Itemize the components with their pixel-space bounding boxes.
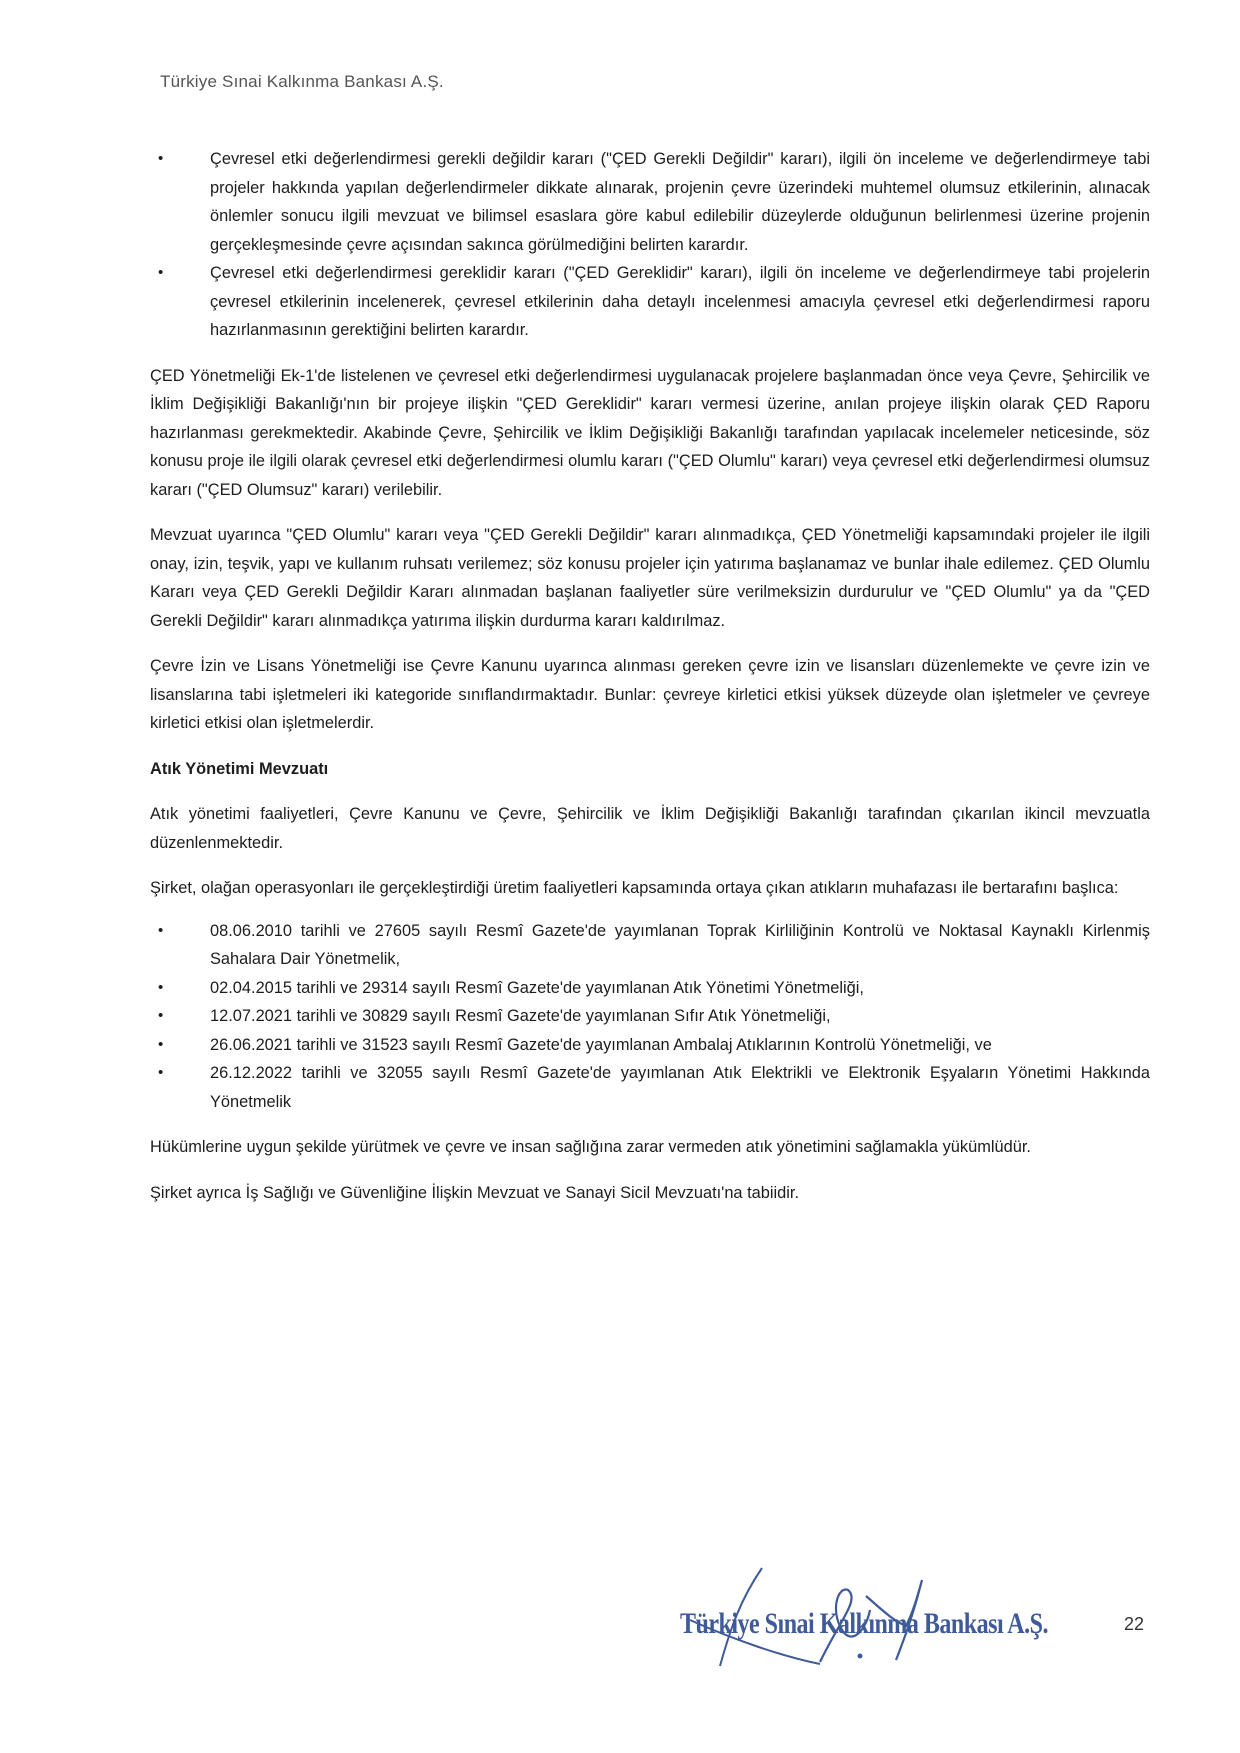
list-item xyxy=(150,145,1150,259)
signature-icon xyxy=(670,1560,1000,1670)
regulation-list xyxy=(150,917,1150,1117)
list-item xyxy=(150,1059,1150,1116)
paragraph: Şirket, olağan operasyonları ile gerçekleştirdiği üretim faaliyetleri kapsamında ortaya çıkan atıkların muhafazası ile bertarafını başlıca: xyxy=(150,879,1119,897)
bullet-icon: • xyxy=(158,978,164,996)
list-item xyxy=(150,259,1150,345)
bullet-icon: • xyxy=(158,264,164,281)
list-item-text: Çevresel etki değerlendirmesi gereklidir kararı ("ÇED Gereklidir" kararı), ilgili ön inceleme ve değerlendirmeye tabi projelerin çevresel etkilerinin incelenerek, çevresel etkilerinin daha detaylı incelenmesi amacıyla çevresel etki değerlendirmesi raporu hazırlanmasının gerektiğini belirten karardır. xyxy=(210,264,1150,339)
paragraph: Hükümlerine uygun şekilde yürütmek ve çevre ve insan sağlığına zarar vermeden atık yönetimini sağlamakla yükümlüdür. xyxy=(150,1138,1031,1156)
page-number: 22 xyxy=(1124,1614,1145,1634)
list-item xyxy=(150,917,1150,974)
list-item xyxy=(150,974,1150,1003)
list-item xyxy=(150,1002,1150,1031)
bullet-icon: • xyxy=(158,1007,164,1024)
ced-decision-list xyxy=(150,145,1150,345)
paragraph: ÇED Yönetmeliği Ek-1'de listelenen ve çevresel etki değerlendirmesi uygulanacak projelere başlanmadan önce veya Çevre, Şehircilik ve İklim Değişikliği Bakanlığı'nın bir projeye ilişkin "ÇED Gereklidir" kararı vermesi üzerine, anılan projeye ilişkin olarak ÇED Raporu hazırlanması gerekmektedir. Akabinde Çevre, Şehircilik ve İklim Değişikliği Bakanlığı tarafından yapılacak incelemeler neticesinde, söz konusu proje ile ilgili olarak çevresel etki değerlendirmesi olumlu kararı ("ÇED Olumlu" kararı) veya çevresel etki değerlendirmesi olumsuz kararı ("ÇED Olumsuz" kararı) verilebilir. xyxy=(150,366,1150,499)
bullet-icon: • xyxy=(158,1064,164,1081)
list-item-text: 26.06.2021 tarihli ve 31523 sayılı Resmî Gazete'de yayımlanan Ambalaj Atıklarının Kontrolü Yönetmeliği, ve xyxy=(210,1035,992,1054)
company-stamp-signature xyxy=(670,1560,1048,1670)
paragraph: Şirket ayrıca İş Sağlığı ve Güvenliğine İlişkin Mevzuat ve Sanayi Sicil Mevzuatı'na tabiidir. xyxy=(150,1183,800,1202)
list-item-text: 26.12.2022 tarihli ve 32055 sayılı Resmî Gazete'de yayımlanan Atık Elektrikli ve Elektronik Eşyaların Yönetimi Hakkında Yönetmelik xyxy=(210,1064,1150,1111)
list-item xyxy=(150,1031,1150,1060)
paragraph: Çevre İzin ve Lisans Yönetmeliği ise Çevre Kanunu uyarınca alınması gereken çevre izin ve lisansları düzenlemekte ve çevre izin ve lisanslarına tabi işletmeleri iki kategoride sınıflandırmaktadır. Bunlar: çevreye kirletici etkisi yüksek düzeyde olan işletmeler ve çevreye kirletici etkisi olan işletmelerdir. xyxy=(150,657,1150,732)
bullet-icon: • xyxy=(158,150,164,167)
bullet-icon: • xyxy=(158,921,164,939)
list-item-text: Çevresel etki değerlendirmesi gerekli değildir kararı ("ÇED Gerekli Değildir" kararı), ilgili ön inceleme ve değerlendirmeye tabi projeler hakkında yapılan değerlendirmeler dikkate alınarak, projenin çevre üzerindeki muhtemel olumsuz etkilerinin, alınacak önlemler sonucu ilgili mevzuat ve bilimsel esaslara göre kabul edilebilir düzeylerde olduğunun belirlenmesi üzerine projenin gerçekleşmesinde çevre açısından sakınca görülmediğini belirten karardır. xyxy=(210,150,1150,254)
bullet-icon: • xyxy=(158,1035,164,1053)
section-heading: Atık Yönetimi Mevzuatı xyxy=(150,759,329,778)
list-item-text: 08.06.2010 tarihli ve 27605 sayılı Resmî Gazete'de yayımlanan Toprak Kirliliğinin Kontrolü ve Noktasal Kaynaklı Kirlenmiş Sahalara Dair Yönetmelik, xyxy=(210,921,1150,968)
paragraph: Atık yönetimi faaliyetleri, Çevre Kanunu ve Çevre, Şehircilik ve İklim Değişikliği Bakanlığı tarafından çıkarılan ikincil mevzuatla düzenlenmektedir. xyxy=(150,805,1150,852)
page-header: Türkiye Sınai Kalkınma Bankası A.Ş. xyxy=(160,72,444,91)
paragraph: Mevzuat uyarınca "ÇED Olumlu" kararı veya "ÇED Gerekli Değildir" kararı alınmadıkça, ÇED Yönetmeliği kapsamındaki projeler ile ilgili onay, izin, teşvik, yapı ve kullanım ruhsatı verilemez; söz konusu projeler için yatırıma başlanamaz ve bunlar ihale edilemez. ÇED Olumlu Kararı veya ÇED Gerekli Değildir Kararı alınmadan başlanan faaliyetler süre verilmeksizin durdurulur ve "ÇED Olumlu" ya da "ÇED Gerekli Değildir" kararı alınmadıkça yatırıma ilişkin durdurma kararı kaldırılmaz. xyxy=(150,526,1150,630)
page-content xyxy=(150,145,1150,1207)
list-item-text: 02.04.2015 tarihli ve 29314 sayılı Resmî Gazete'de yayımlanan Atık Yönetimi Yönetmeliği, xyxy=(210,978,864,997)
company-stamp: Türkiye Sınai Kalkınma Bankası A.Ş. xyxy=(680,1608,1048,1641)
list-item-text: 12.07.2021 tarihli ve 30829 sayılı Resmî Gazete'de yayımlanan Sıfır Atık Yönetmeliği, xyxy=(210,1007,831,1025)
